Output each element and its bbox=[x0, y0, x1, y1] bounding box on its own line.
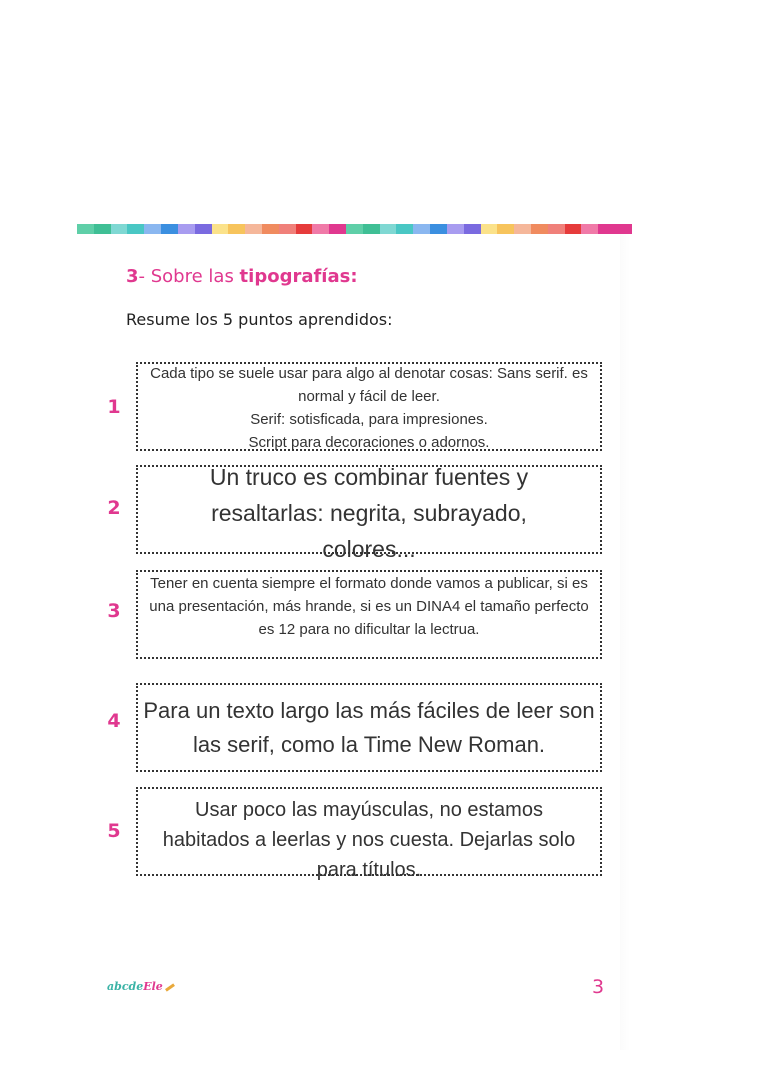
strip-segment bbox=[94, 224, 111, 234]
strip-segment bbox=[430, 224, 447, 234]
point-text-3: Tener en cuenta siempre el formato donde vamos a publicar, si es una presentación, más hrande, si es un DINA4 el tamaño perfecto es 12 para no dificultar la lectrua. bbox=[149, 575, 589, 638]
strip-segment bbox=[296, 224, 313, 234]
point-number-1: 1 bbox=[107, 396, 121, 418]
point-text-4: Para un texto largo las más fáciles de leer son las serif, como la Time New Roman. bbox=[143, 697, 595, 757]
point-number-2: 2 bbox=[107, 497, 121, 519]
strip-segment bbox=[195, 224, 212, 234]
strip-segment bbox=[178, 224, 195, 234]
section-title bbox=[126, 266, 358, 287]
header-color-strip bbox=[77, 224, 632, 234]
strip-segment bbox=[464, 224, 481, 234]
strip-segment bbox=[127, 224, 144, 234]
strip-segment bbox=[481, 224, 498, 234]
strip-segment bbox=[329, 224, 346, 234]
strip-segment bbox=[161, 224, 178, 234]
section-subtitle: Resume los 5 puntos aprendidos: bbox=[126, 310, 393, 329]
strip-segment bbox=[615, 224, 632, 234]
point-number-3: 3 bbox=[107, 600, 121, 622]
page-number: 3 bbox=[592, 976, 605, 998]
strip-segment bbox=[531, 224, 548, 234]
section-number: 3 bbox=[126, 266, 139, 287]
point-box-2[interactable] bbox=[136, 463, 602, 562]
strip-segment bbox=[598, 224, 615, 234]
point-number-5: 5 bbox=[107, 820, 121, 842]
point-box-3[interactable] bbox=[136, 570, 602, 659]
point-text-2: Un truco es combinar fuentes y resaltarlas: negrita, subrayado, colores... bbox=[209, 463, 529, 562]
strip-segment bbox=[497, 224, 514, 234]
strip-segment bbox=[396, 224, 413, 234]
strip-segment bbox=[581, 224, 598, 234]
strip-segment bbox=[212, 224, 229, 234]
strip-segment bbox=[144, 224, 161, 234]
section-title-mid: - Sobre las bbox=[138, 266, 240, 287]
section-title-bold: tipografías: bbox=[239, 266, 358, 287]
footer-logo bbox=[107, 980, 175, 993]
strip-segment bbox=[514, 224, 531, 234]
strip-segment bbox=[77, 224, 94, 234]
point-text-5: Usar poco las mayúsculas, no estamos habitados a leerlas y nos cuesta. Dejarlas solo para títulos. bbox=[162, 799, 576, 881]
strip-segment bbox=[111, 224, 128, 234]
page-edge-shadow bbox=[620, 230, 630, 1050]
strip-segment bbox=[245, 224, 262, 234]
point-box-4[interactable] bbox=[136, 683, 602, 772]
strip-segment bbox=[262, 224, 279, 234]
strip-segment bbox=[346, 224, 363, 234]
strip-segment bbox=[228, 224, 245, 234]
strip-segment bbox=[380, 224, 397, 234]
strip-segment bbox=[565, 224, 582, 234]
logo-part-b: Ele bbox=[143, 980, 163, 993]
point-box-5[interactable] bbox=[136, 787, 602, 881]
strip-segment bbox=[447, 224, 464, 234]
strip-segment bbox=[312, 224, 329, 234]
strip-segment bbox=[548, 224, 565, 234]
strip-segment bbox=[413, 224, 430, 234]
point-box-1[interactable] bbox=[136, 362, 602, 451]
strip-segment bbox=[363, 224, 380, 234]
point-number-4: 4 bbox=[107, 710, 121, 732]
strip-segment bbox=[279, 224, 296, 234]
pencil-icon bbox=[165, 983, 175, 991]
point-text-1: Cada tipo se suele usar para algo al denotar cosas: Sans serif. es normal y fácil de leer. Serif: sotisficada, para impresiones. Script para decoraciones o adornos. bbox=[150, 365, 588, 451]
logo-part-a: abcde bbox=[107, 980, 144, 993]
